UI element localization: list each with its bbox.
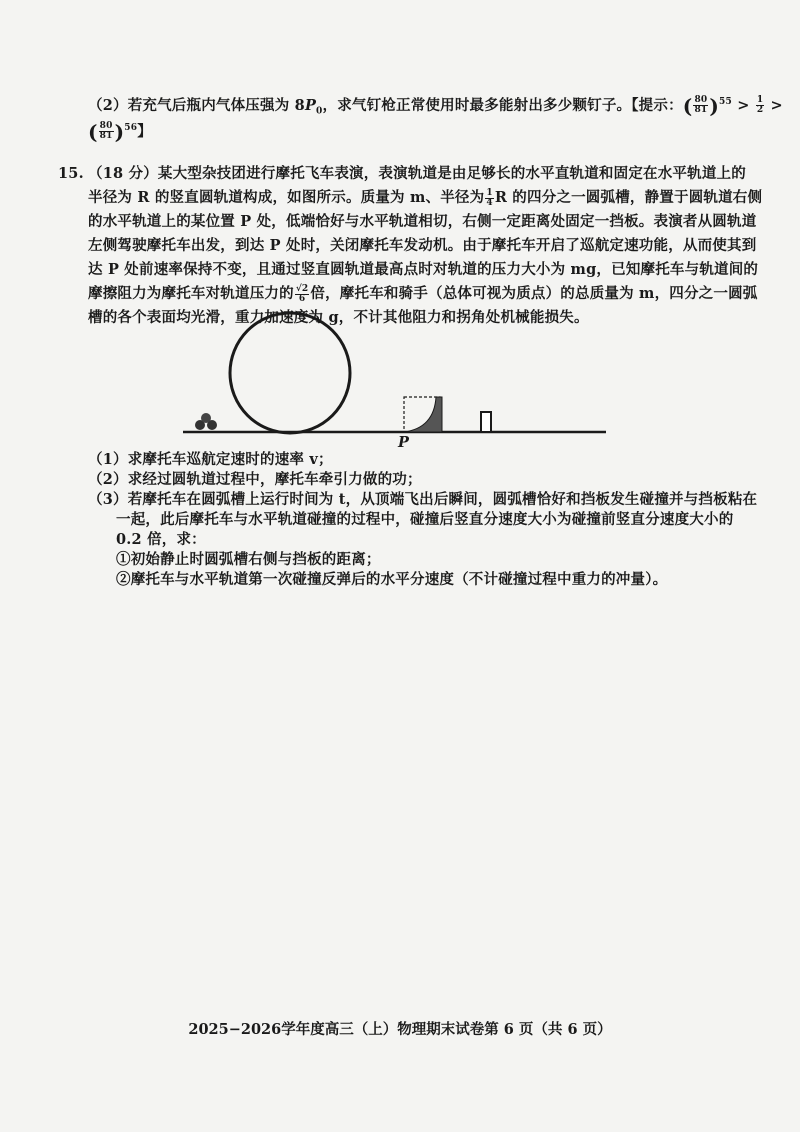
sub-question-2: （2）求经过圆轨道过程中，摩托车牵引力做的功； xyxy=(88,471,422,488)
sub-question-3-cont2: 0.2 倍，求： xyxy=(116,531,206,548)
hint-fraction-2: $\frac{80}{81}$ xyxy=(99,121,113,142)
point-p-label: P xyxy=(398,434,410,451)
page-footer: 2025−2026学年度高三（上）物理期末试卷第 6 页（共 6 页） xyxy=(188,1021,612,1038)
sub-question-3: （3）若摩托车在圆弧槽上运行时间为 t，从顶端飞出后瞬间，圆弧槽恰好和挡板发生碰撞并与挡板粘在 xyxy=(88,491,758,508)
q14-text-a: （2）若充气后瓶内气体压强为 8 xyxy=(88,96,305,114)
q15-line-7: 槽的各个表面均光滑，重力加速度为 g，不计其他阻力和拐角处机械能损失。 xyxy=(88,309,589,326)
q15-line-1: （18 分）某大型杂技团进行摩托飞车表演，表演轨道是由足够长的水平直轨道和固定在水平轨道上的 xyxy=(88,165,746,182)
sub-question-1: （1）求摩托车巡航定速时的速率 v； xyxy=(88,451,333,468)
q14-part2-line2: ( $\frac{80}{81}$ )$^{56}$】 xyxy=(88,119,152,144)
ratio-fraction: $\frac{√2}{6}$ xyxy=(295,283,309,304)
half-fraction: $\frac{1}{2}$ xyxy=(756,95,764,116)
q14-text-b: ，求气钉枪正常使用时最多能射出多少颗钉子。【提示： xyxy=(322,96,683,114)
q15-line-5: 达 P 处前速率保持不变，且通过竖直圆轨道最高点时对轨道的压力大小为 mg，已知摩托车与轨道间的 xyxy=(88,261,759,278)
q15-line-4: 左侧驾驶摩托车出发，到达 P 处时，关闭摩托车发动机。由于摩托车开启了巡航定速功能，从而使其到 xyxy=(88,237,757,254)
q15-line-3: 的水平轨道上的某位置 P 处，低端恰好与水平轨道相切，右侧一定距离处固定一挡板。表演者从圆轨道 xyxy=(88,213,757,230)
sub-question-3-a: ①初始静止时圆弧槽右侧与挡板的距离； xyxy=(116,551,381,568)
hint-fraction-1: $\frac{80}{81}$ xyxy=(694,95,708,116)
sub-question-3-cont: 一起，此后摩托车与水平轨道碰撞的过程中，碰撞后竖直分速度大小为碰撞前竖直分速度大小的 xyxy=(116,511,734,528)
quarter-fraction: $\frac{1}{4}$ xyxy=(486,187,493,208)
q15-number: 15. xyxy=(58,165,84,182)
q15-line-2: 半径为 R 的竖直圆轨道构成，如图所示。质量为 m、半径为 $\frac{1}{4}$ R 的四分之一圆弧槽，静置于圆轨道右侧 xyxy=(88,187,763,208)
loop-circle xyxy=(230,313,350,433)
q15-line-6: 摩擦阻力为摩托车对轨道压力的 $\frac{√2}{6}$ 倍，摩托车和骑手（总体可视为质点）的总质量为 m，四分之一圆弧 xyxy=(88,283,758,304)
quarter-arc-groove xyxy=(404,397,442,432)
p0-symbol: P xyxy=(304,96,317,114)
baffle xyxy=(481,412,491,432)
p0-subscript: 0 xyxy=(316,106,323,117)
q14-part2-line1: （2）若充气后瓶内气体压强为 $8P_0$，求气钉枪正常使用时最多能射出多少颗钉子。【提示：( $\frac{80}{81}$ )$^{55}$ > $\frac{1}{2}$ > xyxy=(88,93,783,118)
hint-exponent-56: 56 xyxy=(124,123,138,133)
hint-exponent-55: 55 xyxy=(719,97,732,107)
motorcycle-icon xyxy=(195,413,217,430)
sub-question-3-b: ②摩托车与水平轨道第一次碰撞反弹后的水平分速度（不计碰撞过程中重力的冲量）。 xyxy=(116,571,668,588)
